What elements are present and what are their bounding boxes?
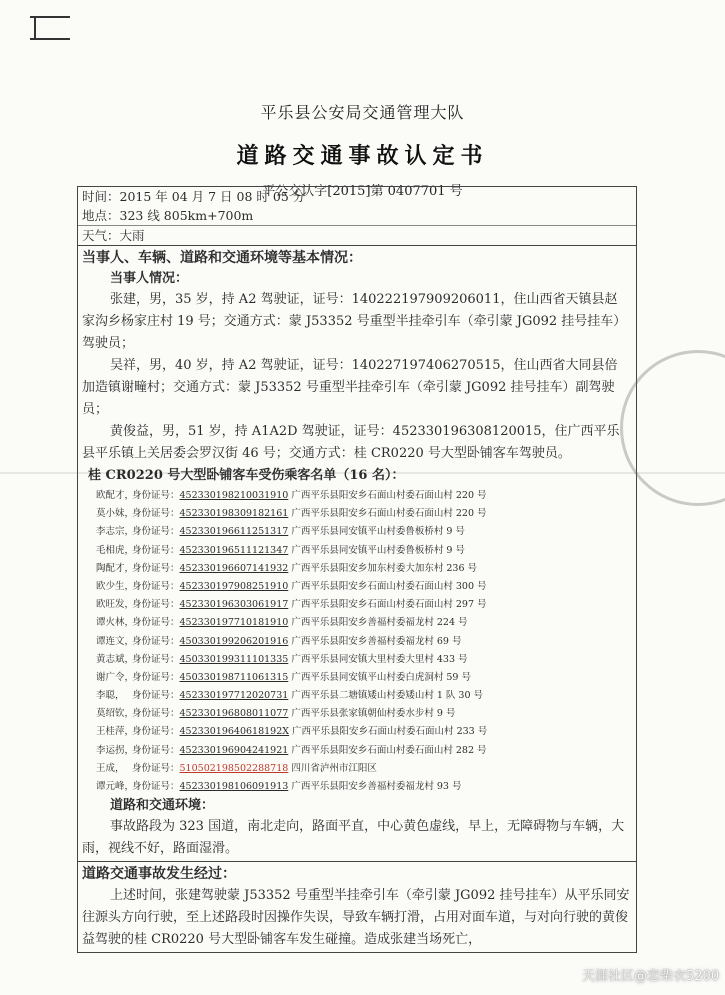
accident-time: 时间：2015 年 04 月 7 日 08 时 05 分: [82, 189, 306, 204]
passenger-id: 452330198309182161: [179, 508, 289, 520]
passenger-address: 广西平乐县张家镇朝仙村委水步村 9 号: [288, 708, 456, 720]
passenger-id: 450330198711061315: [179, 671, 289, 683]
passenger-address: 广西平乐县阳安乡善福村委福龙村 93 号: [288, 781, 462, 792]
passenger-id: 450330199206201916: [179, 635, 289, 647]
passenger-row: [82, 651, 632, 669]
id-label: 身份证号：: [132, 562, 180, 574]
passenger-name: 李志宗，: [96, 526, 135, 538]
passenger-id: 452330196611251317: [179, 526, 289, 538]
id-label: 身份证号：: [132, 726, 180, 738]
document-number: 平公交认字[2015]第 0407701 号: [262, 184, 463, 199]
id-label: 身份证号：: [132, 762, 180, 774]
passenger-name: 欧配才，: [96, 490, 135, 501]
passenger-row: [82, 542, 632, 560]
passenger-name: 毛相虎，: [96, 544, 135, 556]
party-1: 张建，男，35 岁，持 A2 驾驶证，证号：140222197909206011，住山西省天镇县赵家沟乡杨家庄村 19 号；交通方式：蒙 J53352 号重型半挂牵引车（牵引蒙 JG092 挂号挂车）驾驶员；: [82, 292, 627, 351]
passenger-id: 452330197712020731: [179, 690, 289, 702]
accident-process-text: 上述时间，张建驾驶蒙 J53352 号重型半挂牵引车（牵引蒙 JG092 挂号挂车）从平乐同安往源头方向行驶，至上述路段时因操作失误，导致车辆打滑，占用对面车道，与对向行驶的黄俊益驾驶的桂 CR0220 号大型卧铺客车发生碰撞。造成张建当场死亡，: [82, 888, 630, 948]
document-title: 道路交通事故认定书: [236, 143, 489, 169]
passenger-name: 欧少生，: [96, 580, 135, 592]
passenger-name: 李运拐，: [96, 744, 135, 756]
passenger-list: [82, 487, 632, 796]
passenger-row: [82, 723, 632, 741]
passenger-name: 谢广令，: [96, 671, 135, 683]
id-label: 身份证号：: [132, 599, 180, 611]
party-2: 吴祥，男，40 岁，持 A2 驾驶证，证号：140227197406270515，住山西省大同县倍加造镇谢疃村；交通方式：蒙 J53352 号重型半挂牵引车（牵引蒙 JG092 挂号挂车）副驾驶员；: [82, 358, 618, 417]
passenger-row: [82, 523, 632, 541]
corner-mark: [30, 8, 72, 40]
accident-weather: 天气：大雨: [78, 225, 636, 246]
id-label: 身份证号：: [132, 617, 180, 629]
passenger-row: [82, 669, 632, 687]
report-form: [77, 186, 637, 953]
id-label: 身份证号：: [132, 671, 180, 683]
passenger-name: 莫绍钦，: [96, 708, 135, 720]
passenger-name: 欧旺发，: [96, 599, 135, 611]
passenger-row: [82, 778, 632, 796]
id-label: 身份证号：: [132, 635, 180, 647]
passenger-address: 四川省泸州市江阳区: [288, 762, 377, 774]
passenger-name: 李聪，: [96, 690, 125, 702]
road-description: 事故路段为 323 国道，南北走向，路面平直，中心黄色虚线，早上，无障碍物与车辆，大雨，视线不好，路面湿滑。: [82, 819, 625, 857]
passenger-name: 王桂萍，: [96, 726, 135, 738]
passenger-name: 谭元峰，: [96, 781, 135, 792]
accident-process-heading: 道路交通事故发生经过：: [82, 866, 236, 883]
passenger-row: [82, 633, 632, 651]
id-label: 身份证号：: [132, 708, 180, 720]
source-watermark: 天涯社区@恋柴衣5200: [582, 969, 720, 984]
id-label: 身份证号：: [132, 580, 180, 592]
passenger-address: 广西平乐县同安镇平山村委白虎洞村 59 号: [288, 671, 471, 683]
passenger-id: 452330196607141932: [179, 562, 289, 574]
id-label: 身份证号：: [132, 526, 180, 538]
passenger-id: 452330198210031910: [179, 490, 289, 501]
basic-info-section: [78, 246, 636, 862]
accident-process-section: [78, 862, 636, 952]
passenger-name: 谭火林，: [96, 617, 135, 629]
id-label: 身份证号：: [132, 690, 180, 702]
passenger-row: [82, 614, 632, 632]
road-heading: 道路和交通环境：: [110, 798, 215, 814]
passenger-id: 510502198502288718: [179, 762, 289, 774]
id-label: 身份证号：: [132, 744, 180, 756]
passenger-id: 452330196904241921: [179, 744, 289, 756]
basic-info-heading: 当事人、车辆、道路和交通环境等基本情况：: [82, 250, 362, 266]
passenger-row: [82, 760, 632, 778]
passenger-address: 广西平乐县阳安乡石面山村委石面山村 220 号: [288, 490, 487, 501]
passenger-address: 广西平乐县阳安乡石面山村委石面山村 297 号: [288, 599, 487, 611]
passenger-address: 广西平乐县阳安乡石面山村委石面山村 282 号: [288, 744, 487, 756]
id-label: 身份证号：: [132, 544, 180, 556]
passenger-id: 452330196303061917: [179, 599, 289, 611]
passenger-id: 452330197908251910: [179, 580, 289, 592]
passenger-name: 陶配才，: [96, 562, 135, 574]
passenger-id: 452330198106091913: [179, 781, 289, 792]
passenger-address: 广西平乐县二塘镇矮山村委矮山村 1 队 30 号: [288, 690, 484, 702]
passenger-address: 广西平乐县同安镇平山村委鲁板桥村 9 号: [288, 526, 465, 538]
id-label: 身份证号：: [132, 781, 180, 792]
id-label: 身份证号：: [132, 653, 180, 665]
passenger-row: [82, 578, 632, 596]
passenger-id: 45233019640618192X: [179, 726, 290, 738]
passenger-address: 广西平乐县同安镇平山村委鲁板桥村 9 号: [288, 544, 465, 556]
passenger-row: [82, 742, 632, 760]
passenger-id: 450330199311101335: [179, 653, 289, 665]
passenger-row: [82, 687, 632, 705]
passenger-id: 452330197710181910: [179, 617, 289, 629]
parties-heading: 当事人情况：: [110, 271, 189, 286]
id-label: 身份证号：: [132, 490, 180, 501]
passenger-address: 广西平乐县阳安乡石面山村委石面山村 300 号: [288, 580, 487, 592]
passenger-address: 广西平乐县阳安乡善福村委福龙村 224 号: [288, 617, 468, 629]
passenger-name: 谭连文，: [96, 635, 135, 647]
passenger-list-title: 桂 CR0220 号大型卧铺客车受伤乘客名单（16 名）：: [88, 468, 405, 483]
id-label: 身份证号：: [132, 508, 180, 520]
passenger-address: 广西平乐县阳安乡加东村委大加东村 236 号: [288, 562, 478, 574]
passenger-address: 广西平乐县阳安乡石面山村委石面山村 220 号: [288, 508, 487, 520]
passenger-row: [82, 505, 632, 523]
passenger-address: 广西平乐县阳安乡善福村委福龙村 69 号: [288, 635, 462, 647]
passenger-address: 广西平乐县同安镇大里村委大里村 433 号: [288, 653, 468, 665]
accident-place: 地点：323 线 805km+700m: [82, 208, 254, 223]
passenger-row: [82, 596, 632, 614]
passenger-row: [82, 705, 632, 723]
passenger-row: [82, 487, 632, 505]
passenger-row: [82, 560, 632, 578]
passenger-id: 452330196511121347: [179, 544, 289, 556]
passenger-name: 王成，: [96, 762, 125, 774]
issuing-organization: 平乐县公安局交通管理大队: [260, 103, 465, 122]
title-block: [0, 100, 725, 199]
passenger-address: 广西平乐县阳安乡石面山村委石面山村 233 号: [289, 726, 488, 738]
passenger-id: 452330196808011077: [179, 708, 289, 720]
passenger-name: 黄志斌，: [96, 653, 135, 665]
passenger-name: 莫小妹，: [96, 508, 135, 520]
party-3: 黄俊益，男，51 岁，持 A1A2D 驾驶证，证号：452330196308120015，住广西平乐县平乐镇上关居委会罗汉街 46 号；交通方式：桂 CR0220 号大型卧铺客车驾驶员。: [82, 424, 620, 461]
